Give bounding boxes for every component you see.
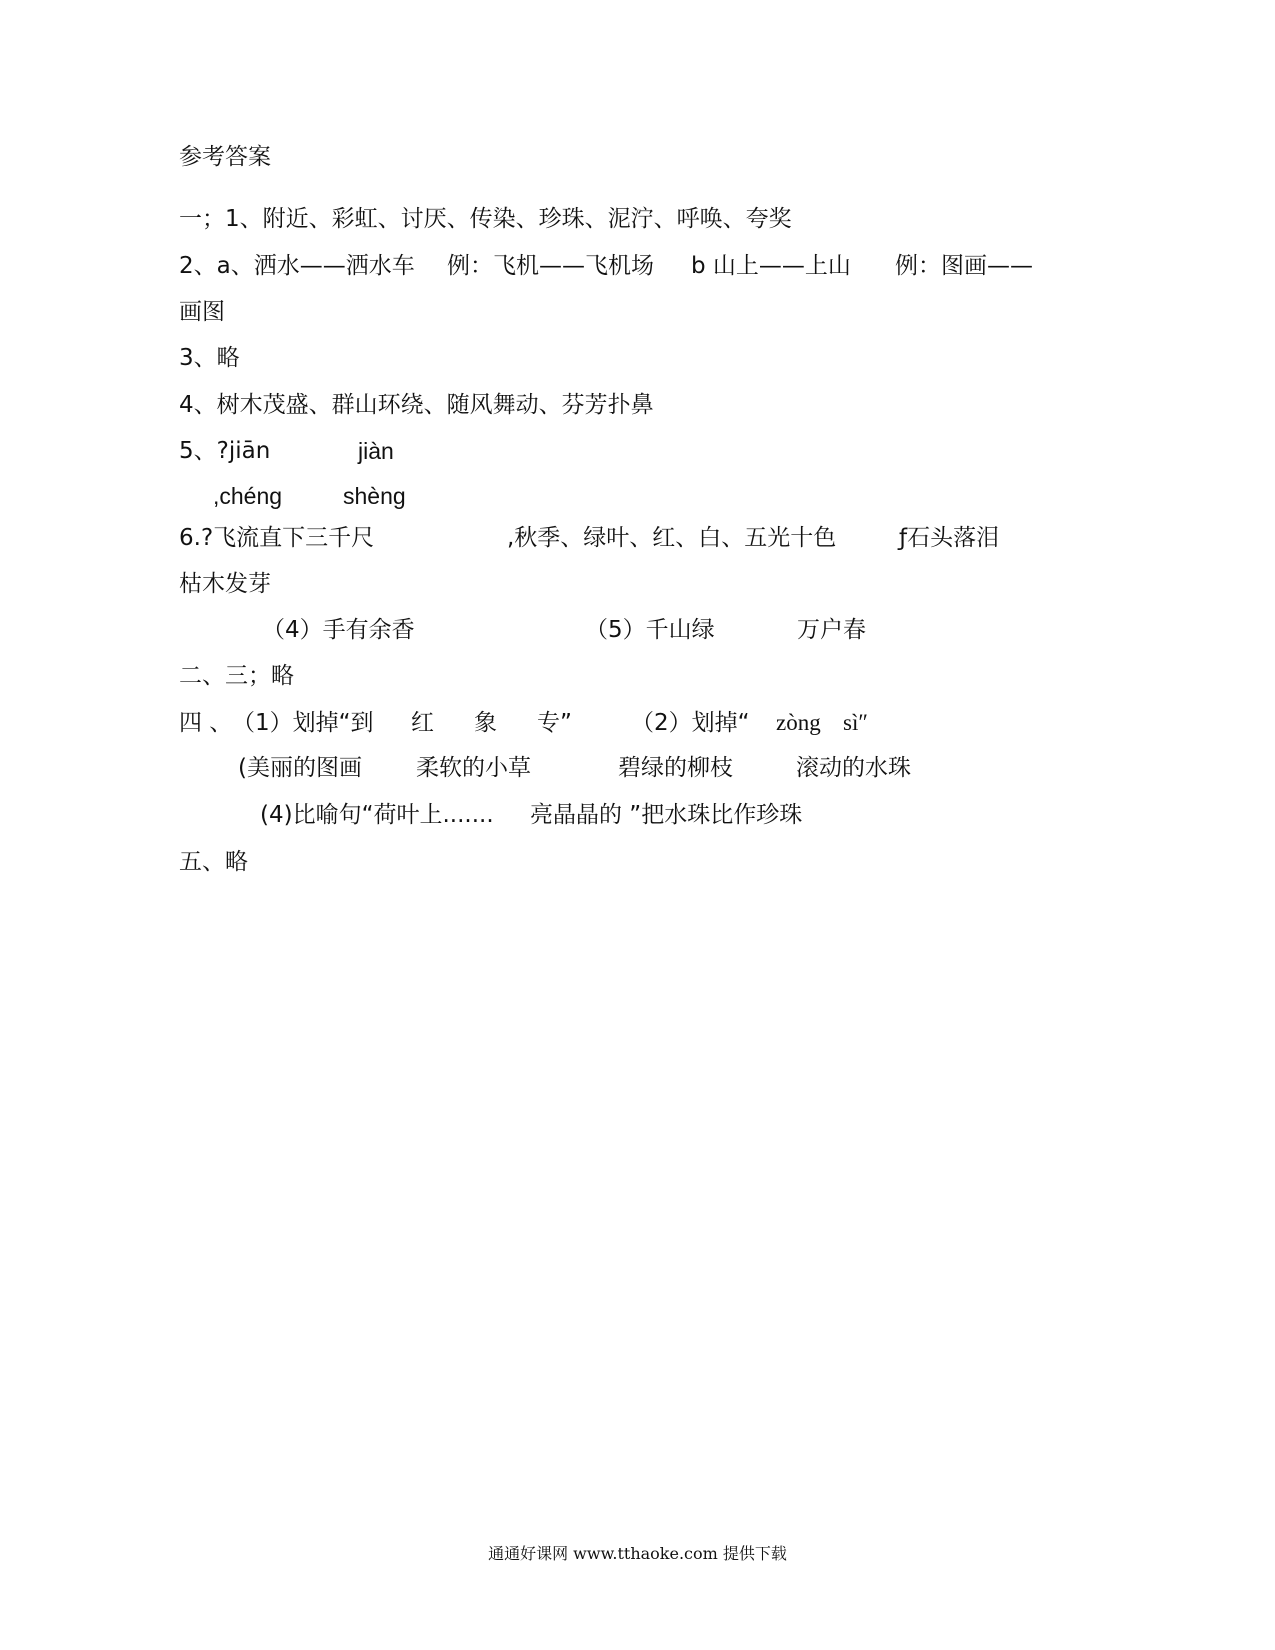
answer-1-5-line2 — [213, 481, 513, 511]
answer-1-2 — [179, 251, 1079, 281]
answer-4-line1 — [179, 708, 1079, 738]
answer-4-4-a: (4)比喻句“荷叶上....... — [260, 802, 494, 828]
answer-1-6-item5-a: （5）千山绿 — [585, 617, 715, 643]
answer-1-5-pinyin-d: shèng — [343, 483, 406, 509]
answer-1-5-pinyin-a: 5、?jiān — [179, 438, 271, 464]
answer-4-2-prefix: （2）划掉“ — [631, 710, 750, 736]
answer-4-1-prefix: （1）划掉“到 — [232, 710, 374, 736]
answer-1-3: 3、略 — [179, 345, 240, 371]
answer-1-1: 一；1、附近、彩虹、讨厌、传染、珍珠、泥泞、呼唤、夸奖 — [179, 206, 792, 232]
answer-1-6-continuation: 枯木发芽 — [179, 571, 271, 597]
answer-1-6-items — [262, 615, 962, 645]
answer-1-5-line1 — [179, 436, 579, 466]
answer-1-6-item5-b: 万户春 — [797, 617, 866, 643]
answer-1-2-part-a: 2、a、洒水——洒水车 — [179, 253, 415, 279]
answer-1-6-part1: 6.?飞流直下三千尺 — [179, 525, 375, 551]
answer-4-1-word4: 专” — [537, 710, 572, 736]
answer-5: 五、略 — [179, 849, 248, 875]
answer-4-label: 四 、 — [179, 710, 233, 736]
answer-1-5-pinyin-b: jiàn — [358, 438, 394, 464]
page-footer: 通通好课网 www.tthaoke.com 提供下载 — [488, 1544, 787, 1563]
answer-4-1-word2: 红 — [411, 710, 434, 736]
answer-1-6-part2: ,秋季、绿叶、红、白、五光十色 — [507, 525, 837, 551]
answer-4-3-d: 滚动的水珠 — [796, 755, 911, 781]
answer-1-6-part3: ƒ石头落泪 — [899, 525, 1000, 551]
answer-4-3-a: (美丽的图画 — [238, 755, 362, 781]
answer-1-2-part-b: b 山上——上山 — [691, 253, 851, 279]
answer-4-3-c: 碧绿的柳枝 — [618, 755, 733, 781]
answer-4-line2 — [238, 753, 1038, 783]
answer-1-5-pinyin-c: ,chéng — [213, 483, 283, 509]
answer-1-2-continuation: 画图 — [179, 299, 225, 325]
answer-1-6 — [179, 523, 1079, 553]
answer-4-4-b: 亮晶晶的 ”把水珠比作珍珠 — [530, 802, 803, 828]
answer-4-2-pinyin2: sì″ — [843, 710, 868, 735]
answer-2-3: 二、三；略 — [179, 663, 294, 689]
answer-1-6-item4: （4）手有余香 — [262, 617, 415, 643]
answer-1-4: 4、树木茂盛、群山环绕、随风舞动、芬芳扑鼻 — [179, 392, 654, 418]
answer-4-2-pinyin1: zòng — [776, 710, 821, 735]
page-title: 参考答案 — [179, 144, 271, 170]
answer-4-1-word3: 象 — [474, 710, 497, 736]
answer-1-2-example-a: 例：飞机——飞机场 — [447, 253, 654, 279]
answer-4-3-b: 柔软的小草 — [416, 755, 531, 781]
answer-1-2-example-b: 例：图画—— — [895, 253, 1033, 279]
answer-4-line3 — [260, 800, 960, 830]
